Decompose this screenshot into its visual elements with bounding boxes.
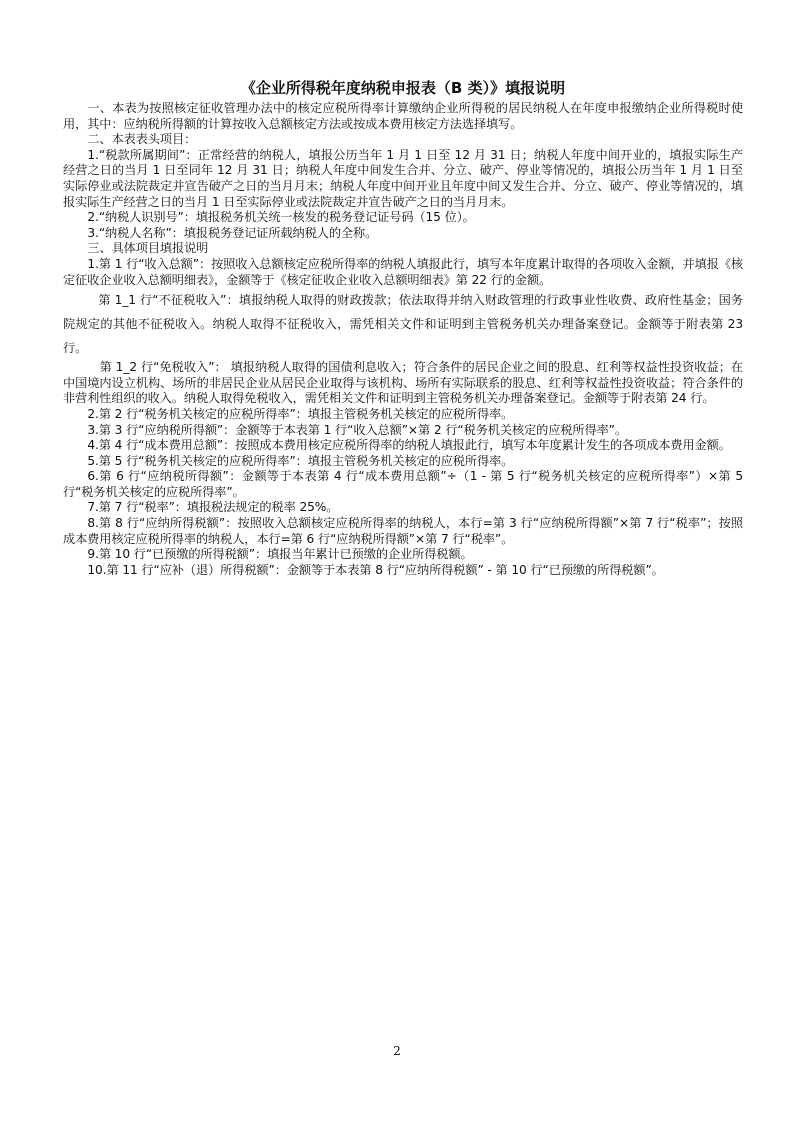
paragraph-taxpayer-id: 2.“纳税人识别号”：填报税务机关统一核发的税务登记证号码（15 位）。 [87, 210, 475, 225]
paragraph-specific-items-heading: 三、具体项目填报说明 [87, 241, 209, 256]
paragraph-header-items-heading: 二、本表表头项目： [87, 132, 197, 147]
paragraph-line-1-1: 第 1_1 行“不征税收入”：填报纳税人取得的财政拨款；依法取得并纳入财政管理的行政事业性收费、政府性基金；国务院规定的其他不征税收入。纳税人取得不征税收入，需凭相关文件和证明到主管税务机关办理备案登记。金额等于附表第 23 行。 [63, 293, 743, 356]
document-title: 《企业所得税年度纳税申报表（B 类）》填报说明 [240, 79, 566, 97]
page-number: 2 [393, 1044, 401, 1058]
paragraph-tax-period: 1.“税款所属期间”：正常经营的纳税人，填报公历当年 1 月 1 日至 12 月 31 日；纳税人年度中间开业的，填报实际生产经营之日的当月 1 日至同年 12 月 31 日；纳税人年度中间发生合并、分立、破产、停业等情况的，填报公历当年 1 月 1 日至实际停业或法院裁定并宣告破产之日的当月月末；纳税人年度中间开业且年度中间又发生合并、分立、破产、停业等情况的，填报实际生产经营之日的当月 1 日至实际停业或法院裁定并宣告破产之日的当月月末。 [63, 147, 743, 209]
paragraph-line-5: 5.第 5 行“税务机关核定的应税所得率”：填报主管税务机关核定的应税所得率。 [87, 453, 514, 468]
document-page [63, 78, 743, 578]
paragraph-line-4: 4.第 4 行“成本费用总额”：按照成本费用核定应税所得率的纳税人填报此行，填写本年度累计发生的各项成本费用金额。 [87, 438, 731, 453]
paragraph-taxpayer-name: 3.“纳税人名称”：填报税务登记证所载纳税人的全称。 [87, 225, 378, 240]
paragraph-line-11: 10.第 11 行“应补（退）所得税额”：金额等于本表第 8 行“应纳所得税额” - 第 10 行“已预缴的所得税额”。 [87, 562, 664, 577]
paragraph-line-2: 2.第 2 行“税务机关核定的应税所得率”：填报主管税务机关核定的应税所得率。 [87, 406, 514, 421]
paragraph-line-10: 9.第 10 行“已预缴的所得税额”：填报当年累计已预缴的企业所得税额。 [87, 547, 473, 562]
paragraph-line-7: 7.第 7 行“税率”：填报税法规定的税率 25%。 [87, 500, 339, 515]
paragraph-line-8: 8.第 8 行“应纳所得税额”：按照收入总额核定应税所得率的纳税人，本行=第 3 行“应纳税所得额”×第 7 行“税率”；按照成本费用核定应税所得率的纳税人，本行=第 6 行“应纳税所得额”×第 7 行“税率”。 [63, 516, 743, 546]
paragraph-line-1-2: 第 1_2 行“免税收入”： 填报纳税人取得的国债利息收入；符合条件的居民企业之间的股息、红利等权益性投资收益；在中国境内设立机构、场所的非居民企业从居民企业取得与该机构、场所有实际联系的股息、红利等权益性投资收益；符合条件的非营利性组织的收入。纳税人取得免税收入，需凭相关文件和证明到主管税务机关办理备案登记。金额等于附表第 24 行。 [63, 360, 743, 406]
paragraph-scope: 一、本表为按照核定征收管理办法中的核定应税所得率计算缴纳企业所得税的居民纳税人在年度申报缴纳企业所得税时使用，其中：应纳税所得额的计算按收入总额核定方法或按成本费用核定方法选择填写。 [63, 101, 743, 131]
paragraph-line-3: 3.第 3 行“应纳税所得额”：金额等于本表第 1 行“收入总额”×第 2 行“税务机关核定的应税所得率”。 [87, 422, 627, 437]
paragraph-line-6: 6.第 6 行“应纳税所得额”：金额等于本表第 4 行“成本费用总额”÷（1 - 第 5 行“税务机关核定的应税所得率”）×第 5 行“税务机关核定的应税所得率”。 [63, 469, 743, 499]
paragraph-line-1: 1.第 1 行“收入总额”：按照收入总额核定应税所得率的纳税人填报此行，填写本年度累计取得的各项收入金额，并填报《核定征收企业收入总额明细表》，金额等于《核定征收企业收入总额明细表》第 22 行的金额。 [63, 256, 743, 287]
